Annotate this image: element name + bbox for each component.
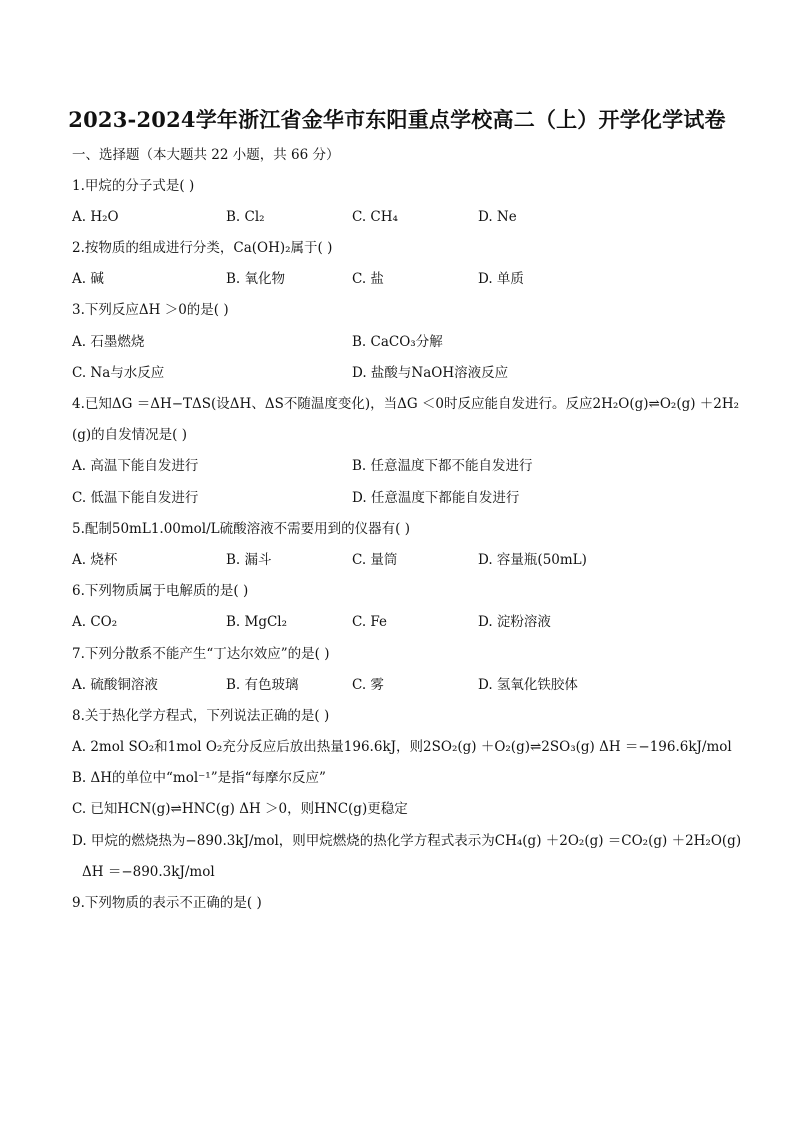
- section-heading: 一、选择题（本大题共 22 小题，共 66 分）: [72, 147, 340, 163]
- question-1-stem: 1.甲烷的分子式是( ): [72, 178, 195, 194]
- question-5-stem: 5.配制50mL1.00mol/L硫酸溶液不需要用到的仪器有( ): [72, 521, 410, 537]
- question-6-option-a[interactable]: A. CO₂: [72, 614, 118, 630]
- question-2-option-d[interactable]: D. 单质: [478, 271, 524, 287]
- question-4-option-c[interactable]: C. 低温下能自发进行: [72, 490, 199, 506]
- question-5-option-d[interactable]: D. 容量瓶(50mL): [478, 552, 587, 568]
- question-2-option-a[interactable]: A. 碱: [72, 271, 104, 287]
- question-8-option-b[interactable]: B. ΔH的单位中“mol⁻¹”是指“每摩尔反应”: [72, 770, 326, 786]
- question-6-option-d[interactable]: D. 淀粉溶液: [478, 614, 551, 630]
- question-5-option-b[interactable]: B. 漏斗: [226, 552, 272, 568]
- question-3-option-d[interactable]: D. 盐酸与NaOH溶液反应: [352, 365, 509, 381]
- question-4-stem-continued: (g)的自发情况是( ): [72, 427, 188, 443]
- question-2-option-b[interactable]: B. 氧化物: [226, 271, 286, 287]
- question-9-stem: 9.下列物质的表示不正确的是( ): [72, 895, 262, 911]
- question-8-option-d[interactable]: D. 甲烷的燃烧热为−890.3kJ/mol，则甲烷燃烧的热化学方程式表示为CH₄(g) ＋2O₂(g) ＝CO₂(g) ＋2H₂O(g): [72, 833, 742, 849]
- question-6-option-c[interactable]: C. Fe: [352, 614, 388, 630]
- question-4-option-b[interactable]: B. 任意温度下都不能自发进行: [352, 458, 533, 474]
- question-1-option-a[interactable]: A. H₂O: [72, 209, 119, 225]
- question-3-stem: 3.下列反应ΔH ＞0的是( ): [72, 302, 229, 318]
- question-2-option-c[interactable]: C. 盐: [352, 271, 384, 287]
- question-2-stem: 2.按物质的组成进行分类，Ca(OH)₂属于( ): [72, 240, 333, 256]
- question-7-option-b[interactable]: B. 有色玻璃: [226, 677, 299, 693]
- question-1-option-d[interactable]: D. Ne: [478, 209, 517, 225]
- exam-title: 2023-2024学年浙江省金华市东阳重点学校高二（上）开学化学试卷: [68, 107, 726, 132]
- question-6-stem: 6.下列物质属于电解质的是( ): [72, 583, 249, 599]
- question-8-option-c[interactable]: C. 已知HCN(g)⇌HNC(g) ΔH ＞0，则HNC(g)更稳定: [72, 801, 408, 817]
- question-5-option-a[interactable]: A. 烧杯: [72, 552, 118, 568]
- question-1-option-b[interactable]: B. Cl₂: [226, 209, 265, 225]
- question-3-option-c[interactable]: C. Na与水反应: [72, 365, 165, 381]
- question-3-option-a[interactable]: A. 石墨燃烧: [72, 334, 145, 350]
- question-7-option-a[interactable]: A. 硫酸铜溶液: [72, 677, 158, 693]
- question-8-stem: 8.关于热化学方程式，下列说法正确的是( ): [72, 708, 330, 724]
- question-8-option-d-continued: ΔH ＝−890.3kJ/mol: [82, 864, 215, 880]
- question-4-stem: 4.已知ΔG ＝ΔH−TΔS(设ΔH、ΔS不随温度变化)，当ΔG ＜0时反应能自发进行。反应2H₂O(g)⇌O₂(g) ＋2H₂: [72, 396, 740, 412]
- question-1-option-c[interactable]: C. CH₄: [352, 209, 398, 225]
- question-4-option-a[interactable]: A. 高温下能自发进行: [72, 458, 199, 474]
- question-7-option-d[interactable]: D. 氢氧化铁胶体: [478, 677, 578, 693]
- question-3-option-b[interactable]: B. CaCO₃分解: [352, 334, 443, 350]
- question-8-option-a[interactable]: A. 2mol SO₂和1mol O₂充分反应后放出热量196.6kJ，则2SO₂(g) ＋O₂(g)⇌2SO₃(g) ΔH ＝−196.6kJ/mol: [72, 739, 732, 755]
- question-7-stem: 7.下列分散系不能产生“丁达尔效应”的是( ): [72, 646, 330, 662]
- question-5-option-c[interactable]: C. 量筒: [352, 552, 398, 568]
- question-6-option-b[interactable]: B. MgCl₂: [226, 614, 288, 630]
- question-4-option-d[interactable]: D. 任意温度下都能自发进行: [352, 490, 520, 506]
- question-7-option-c[interactable]: C. 雾: [352, 677, 384, 693]
